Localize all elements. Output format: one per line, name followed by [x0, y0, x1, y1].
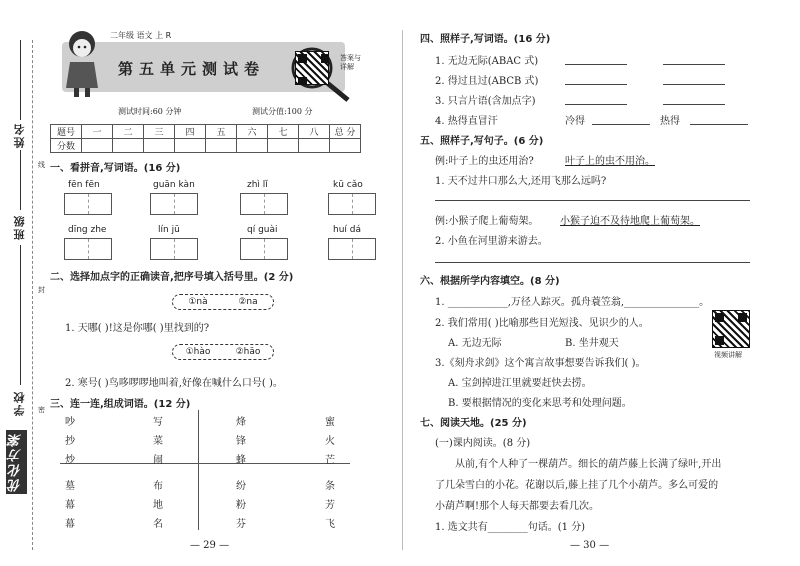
- match-char[interactable]: 炒: [65, 455, 75, 466]
- q6-item2: 2. 我们常用( )比喻那些目光短浅、见识少的人。: [435, 318, 649, 329]
- brand-logo: 优化方案: [6, 430, 27, 494]
- match-char[interactable]: 蜂: [236, 455, 246, 466]
- pinyin-label: fēn fēn: [68, 180, 100, 190]
- match-char[interactable]: 芬: [236, 519, 246, 530]
- match-char[interactable]: 菜: [153, 436, 163, 447]
- writing-grid[interactable]: [150, 238, 198, 260]
- score-input-cell[interactable]: [175, 139, 206, 153]
- q5-example2: 例:小猴子爬上葡萄架。: [435, 216, 539, 227]
- answer-line[interactable]: [435, 262, 750, 263]
- answer-qr-code[interactable]: [295, 51, 329, 85]
- reading-option: ①hào: [185, 347, 211, 357]
- name-label: 姓名: [13, 122, 26, 148]
- score-table: [50, 124, 361, 153]
- score-table-cell: 二: [113, 125, 144, 139]
- fold-mark-secret: 密: [38, 406, 45, 414]
- q4-item: 1. 无边无际(ABAC 式): [435, 56, 539, 67]
- match-char[interactable]: 芳: [325, 500, 335, 511]
- match-char[interactable]: 墓: [65, 481, 75, 492]
- q7-heading: 七、阅读天地。(25 分): [420, 418, 527, 429]
- reading-option: ②na: [238, 297, 258, 307]
- binding-margin-line: [32, 40, 33, 550]
- match-char[interactable]: 条: [325, 481, 335, 492]
- q6-option: B. 要根据情况的变化来思考和处理问题。: [448, 398, 632, 409]
- fold-mark-line: 线: [38, 161, 45, 169]
- score-input-cell[interactable]: [206, 139, 237, 153]
- girl-mascot-icon: [58, 26, 106, 98]
- q5-heading: 五、照样子,写句子。(6 分): [420, 136, 544, 147]
- q3-heading: 三、连一连,组成词语。(12 分): [50, 399, 191, 410]
- q6-heading: 六、根据所学内容填空。(8 分): [420, 276, 560, 287]
- hot-prefix: 热得: [660, 116, 680, 127]
- answer-line[interactable]: [663, 64, 725, 65]
- score-table-cell: 分数: [51, 139, 82, 153]
- pinyin-label: dīng zhe: [68, 225, 107, 235]
- answer-line[interactable]: [565, 104, 627, 105]
- match-char[interactable]: 吵: [65, 417, 75, 428]
- score-input-cell[interactable]: [268, 139, 299, 153]
- match-char[interactable]: 飞: [325, 519, 335, 530]
- fold-mark-seal: 封: [38, 286, 45, 294]
- q5-example1-answer: 叶子上的虫不用治。: [565, 156, 655, 167]
- score-table-cell: 三: [144, 125, 175, 139]
- match-char[interactable]: 幕: [65, 500, 75, 511]
- test-time: 测试时间:60 分钟: [118, 107, 182, 116]
- pinyin-label: zhì lǐ: [247, 180, 268, 190]
- q7-item1: 1. 选文共有________句话。(1 分): [435, 522, 586, 533]
- q2-item1: 1. 天哪( )!这是你哪( )里找到的?: [65, 323, 210, 334]
- score-table-cell: 四: [175, 125, 206, 139]
- writing-grid[interactable]: [64, 193, 112, 215]
- school-write-line: [20, 245, 21, 385]
- video-qr-caption: 视频讲解: [714, 351, 742, 359]
- q4-item: 4. 热得直冒汗: [435, 116, 498, 127]
- match-char[interactable]: 布: [153, 481, 163, 492]
- score-table-cell: 五: [206, 125, 237, 139]
- match-char[interactable]: 地: [153, 500, 163, 511]
- page-number-left: — 29 —: [190, 540, 230, 551]
- pinyin-label: lín jū: [158, 225, 180, 235]
- score-table-cell: 八: [299, 125, 330, 139]
- class-label: 班级: [13, 214, 26, 240]
- q3-divider: [198, 410, 199, 530]
- cold-prefix: 冷得: [565, 116, 585, 127]
- score-input-cell[interactable]: [113, 139, 144, 153]
- answer-line[interactable]: [435, 200, 750, 201]
- match-char[interactable]: 芒: [325, 455, 335, 466]
- match-char[interactable]: 火: [325, 436, 335, 447]
- q4-item: 2. 得过且过(ABCB 式): [435, 76, 539, 87]
- reading-options-2: [172, 344, 274, 360]
- score-input-cell[interactable]: [330, 139, 361, 153]
- answer-line[interactable]: [565, 84, 627, 85]
- q5-item2: 2. 小鱼在河里游来游去。: [435, 236, 548, 247]
- passage-line: 从前,有个人种了一棵葫芦。细长的葫芦藤上长满了绿叶,开出: [455, 459, 722, 470]
- score-input-cell[interactable]: [299, 139, 330, 153]
- score-table-cell: 一: [82, 125, 113, 139]
- pinyin-label: huí dá: [333, 225, 361, 235]
- answer-line[interactable]: [663, 84, 725, 85]
- q5-example2-answer: 小猴子迫不及待地爬上葡萄架。: [560, 216, 700, 227]
- match-char[interactable]: 锋: [236, 436, 246, 447]
- video-qr-code[interactable]: [712, 310, 750, 348]
- answer-line[interactable]: [565, 64, 627, 65]
- class-write-line: [20, 150, 21, 210]
- page-number-right: — 30 —: [570, 540, 610, 551]
- match-char[interactable]: 抄: [65, 436, 75, 447]
- writing-grid[interactable]: [240, 193, 288, 215]
- answer-line[interactable]: [663, 104, 725, 105]
- pinyin-label: guān kàn: [153, 180, 195, 190]
- grade-subject: 二年级 语文 上 R: [110, 31, 172, 40]
- q4-item: 3. 只言片语(含加点字): [435, 96, 536, 107]
- q4-heading: 四、照样子,写词语。(16 分): [420, 34, 551, 45]
- q6-option: B. 坐井观天: [565, 338, 619, 349]
- answer-line[interactable]: [592, 124, 650, 125]
- q6-option: A. 宝剑掉进江里就要赶快去捞。: [448, 378, 592, 389]
- q6-item1: 1. ____________,万径人踪灭。孤舟蓑笠翁,_______________。: [435, 297, 710, 308]
- reading-option: ②hāo: [235, 347, 261, 357]
- score-table-row: [51, 139, 361, 153]
- score-table-cell: 题号: [51, 125, 82, 139]
- passage-line: 小葫芦啊!那个人每天都要去看几次。: [435, 501, 600, 512]
- score-table-cell: 六: [237, 125, 268, 139]
- score-table-cell: 总 分: [330, 125, 361, 139]
- page-divider: [402, 30, 403, 550]
- writing-grid[interactable]: [328, 193, 376, 215]
- test-score: 测试分值:100 分: [252, 107, 313, 116]
- score-input-cell[interactable]: [237, 139, 268, 153]
- reading-options-1: [172, 294, 274, 310]
- match-char[interactable]: 闹: [153, 455, 163, 466]
- writing-grid[interactable]: [328, 238, 376, 260]
- q6-option: A. 无边无际: [448, 338, 502, 349]
- reading-option: ①nà: [188, 297, 208, 307]
- score-input-cell[interactable]: [144, 139, 175, 153]
- q1-heading: 一、看拼音,写词语。(16 分): [50, 163, 181, 174]
- q2-heading: 二、选择加点字的正确读音,把序号填入括号里。(2 分): [50, 272, 294, 283]
- q5-example1: 例:叶子上的虫还用治?: [435, 156, 534, 167]
- q5-item1: 1. 天不过井口那么大,还用飞那么远吗?: [435, 176, 607, 187]
- match-char[interactable]: 纷: [236, 481, 246, 492]
- school-label: 学校: [13, 390, 26, 416]
- q6-item3: 3.《刻舟求剑》这个寓言故事想要告诉我们( )。: [435, 358, 646, 369]
- passage-line: 了几朵雪白的小花。花谢以后,藤上挂了几个小葫芦。多么可爱的: [435, 480, 719, 491]
- match-char[interactable]: 名: [153, 519, 163, 530]
- pinyin-label: qí guài: [247, 225, 278, 235]
- score-input-cell[interactable]: [82, 139, 113, 153]
- q3-separator: [60, 463, 350, 464]
- match-char[interactable]: 蜜: [325, 417, 335, 428]
- q7-subheading: (一)课内阅读。(8 分): [435, 438, 531, 449]
- writing-grid[interactable]: [150, 193, 198, 215]
- match-char[interactable]: 幕: [65, 519, 75, 530]
- pinyin-label: kū cǎo: [333, 180, 363, 190]
- match-char[interactable]: 烽: [236, 417, 246, 428]
- name-write-line: [20, 40, 21, 120]
- writing-grid[interactable]: [240, 238, 288, 260]
- score-table-row: [51, 125, 361, 139]
- match-char[interactable]: 写: [153, 417, 163, 428]
- writing-grid[interactable]: [64, 238, 112, 260]
- qr-answer-label: 答案与详解: [340, 54, 361, 71]
- match-char[interactable]: 粉: [236, 500, 246, 511]
- answer-line[interactable]: [690, 124, 748, 125]
- q2-item2: 2. 寒号( )鸟哆啰啰地叫着,好像在喊什么口号( )。: [65, 378, 283, 389]
- score-table-cell: 七: [268, 125, 299, 139]
- page-title: 第五单元测试卷: [118, 60, 266, 78]
